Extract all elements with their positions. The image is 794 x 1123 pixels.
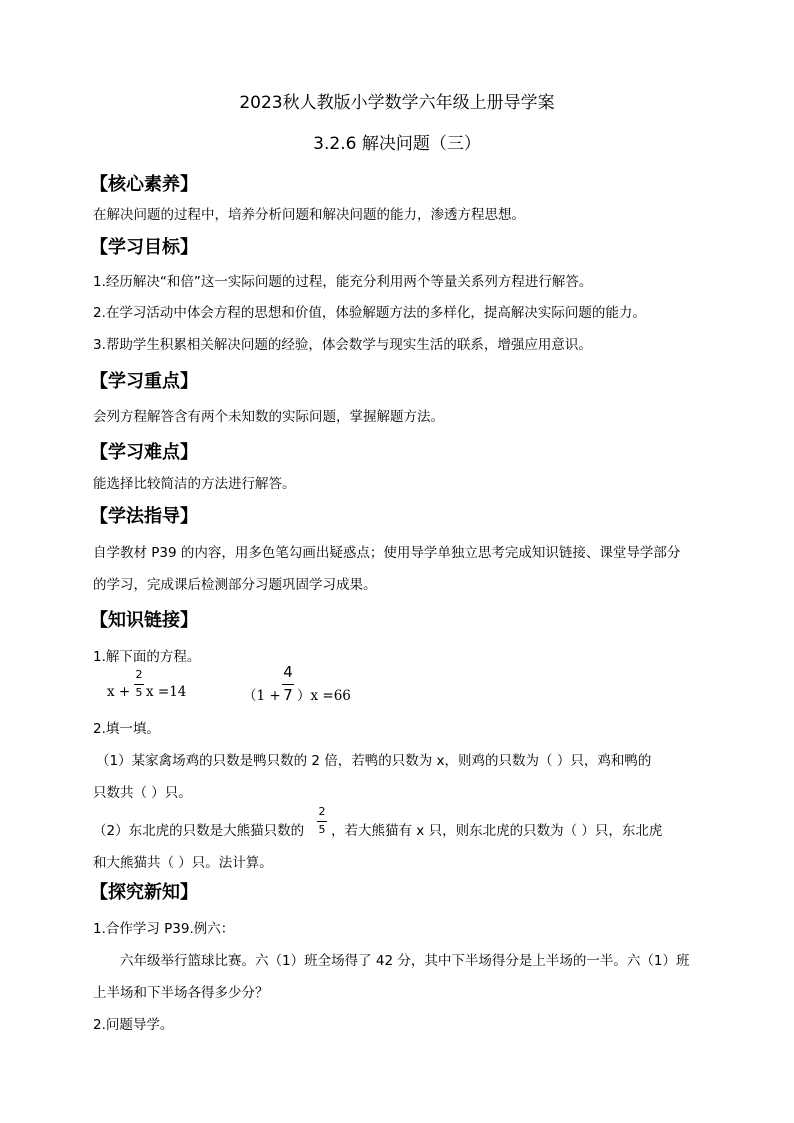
goal-item: 1.经历解决“和倍”这一实际问题的过程，能充分利用两个等量关系列方程进行解答。	[93, 274, 593, 290]
heading-explore-new: 【探究新知】	[90, 882, 198, 903]
fill-in-item-1-line: （1）某家禽场鸡的只数是鸭只数的 2 倍，若鸭的只数为 x，则鸡的只数为（ ）只，鸡和鸭的	[96, 753, 652, 769]
equation-2-numerator: 4	[283, 663, 293, 681]
equation-1-right: x =14	[146, 684, 187, 700]
fill-in-item-2-line: 和大熊猫共（ ）只。法计算。	[93, 855, 273, 871]
link-question-1: 1.解下面的方程。	[93, 649, 201, 665]
key-points-text: 会列方程解答含有两个未知数的实际问题，掌握解题方法。	[93, 409, 444, 425]
heading-key-points: 【学习重点】	[90, 371, 198, 392]
example-text-line: 六年级举行篮球比赛。六（1）班全场得了 42 分，其中下半场得分是上半场的一半。六（1）班	[120, 953, 690, 969]
equation-1-fraction-bar	[134, 684, 144, 685]
goal-item: 3.帮助学生积累相关解决问题的经验，体会数学与现实生活的联系，增强应用意识。	[93, 337, 592, 353]
study-guidance-line: 的学习，完成课后检测部分习题巩固学习成果。	[93, 577, 377, 593]
study-guidance-line: 自学教材 P39 的内容，用多色笔勾画出疑惑点；使用导学单独立思考完成知识链接、课堂导学部分	[93, 545, 681, 561]
heading-core-literacy: 【核心素养】	[90, 174, 198, 195]
fill-in-item-2-denominator: 5	[318, 823, 326, 836]
fill-in-item-1-line: 只数共（ ）只。	[93, 785, 192, 801]
fill-in-item-2-end: ，若大熊猫有 x 只，则东北虎的只数为（ ）只，东北虎	[331, 823, 663, 839]
document-title: 2023秋人教版小学数学六年级上册导学案	[239, 93, 555, 113]
equation-2-right: ）x =66	[297, 688, 351, 704]
equation-1-left: x +	[107, 684, 131, 700]
heading-learning-goals: 【学习目标】	[90, 237, 198, 258]
link-question-2: 2.填一填。	[93, 721, 160, 737]
core-literacy-text: 在解决问题的过程中，培养分析问题和解决问题的能力，渗透方程思想。	[93, 207, 525, 223]
fill-in-item-2-numerator: 2	[318, 805, 326, 818]
heading-knowledge-link: 【知识链接】	[90, 610, 198, 631]
equation-1-denominator: 5	[135, 686, 143, 699]
explore-question-2: 2.问题导学。	[93, 1017, 174, 1033]
explore-question-1: 1.合作学习 P39.例六：	[93, 921, 235, 937]
fill-in-item-2-start: （2）东北虎的只数是大熊猫只数的	[93, 823, 305, 839]
equation-2-fraction-bar	[282, 684, 294, 685]
heading-study-guidance: 【学法指导】	[90, 506, 198, 527]
example-text-line: 上半场和下半场各得多少分？	[93, 985, 269, 1001]
goal-item: 2.在学习活动中体会方程的思想和价值，体验解题方法的多样化，提高解决实际问题的能力。	[93, 305, 646, 321]
equation-2-left: （1 +	[243, 688, 281, 704]
fill-in-item-2-fraction-bar	[317, 821, 327, 822]
lesson-title: 3.2.6 解决问题（三）	[313, 134, 481, 154]
heading-difficulties: 【学习难点】	[90, 442, 198, 463]
equation-2-denominator: 7	[283, 686, 293, 704]
equation-1-numerator: 2	[135, 668, 143, 681]
difficulties-text: 能选择比较简洁的方法进行解答。	[93, 476, 296, 492]
